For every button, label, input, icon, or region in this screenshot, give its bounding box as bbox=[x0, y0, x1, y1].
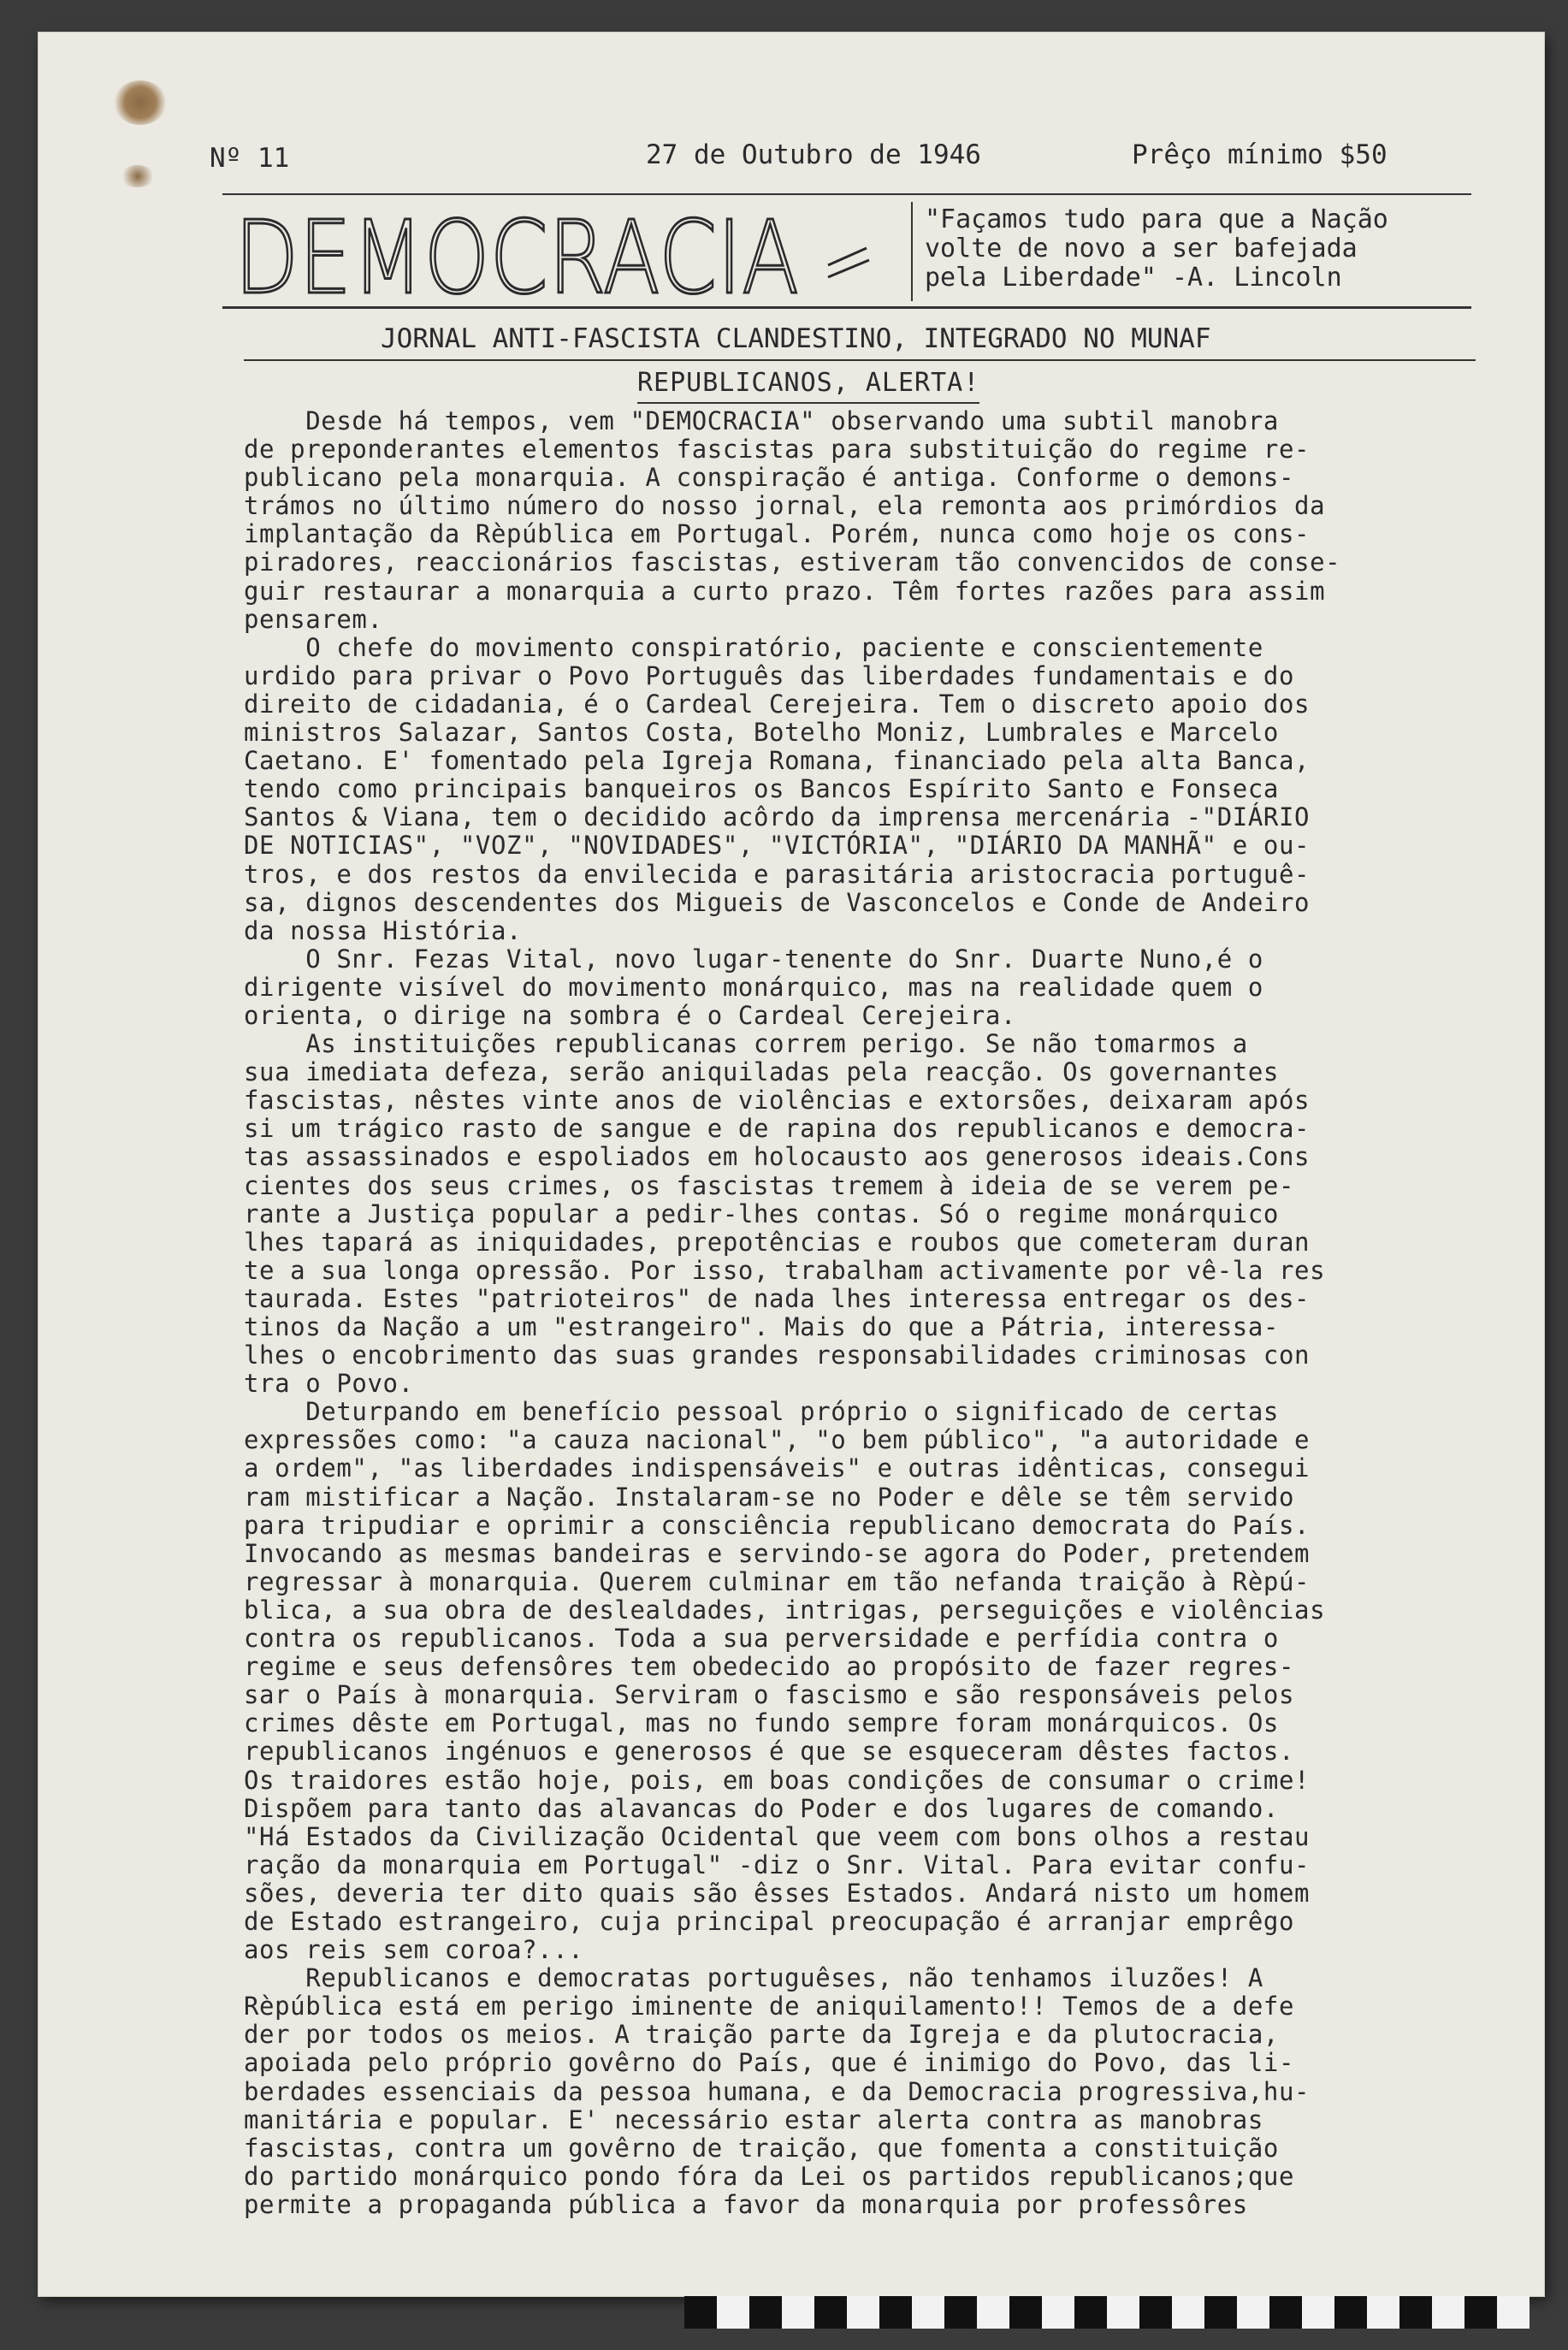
article-line: tra o Povo. bbox=[244, 1369, 414, 1399]
article-line: orienta, o dirige na sombra é o Cardeal Cerejeira. bbox=[244, 1000, 1016, 1030]
article-line: piradores, reaccionários fascistas, estiveram tão convencidos de conse- bbox=[244, 548, 1341, 577]
article-line: apoiada pelo próprio govêrno do País, que é inimigo do Povo, das li- bbox=[244, 2048, 1295, 2078]
article-line: Desde há tempos, vem "DEMOCRACIA" observando uma subtil manobra bbox=[244, 406, 1279, 435]
article-line: "Há Estados da Civilização Ocidental que veem com bons olhos a restau bbox=[244, 1821, 1311, 1851]
article-line: sar o País à monarquia. Serviram o fascismo e são responsáveis pelos bbox=[244, 1680, 1295, 1710]
article-line: da nossa História. bbox=[244, 915, 523, 945]
issue-date: 27 de Outubro de 1946 bbox=[646, 139, 981, 170]
article-line: manitária e popular. E' necessário estar alerta contra as manobras bbox=[244, 2104, 1263, 2134]
article-line: tros, e dos restos da envilecida e parasitária aristocracia portuguê- bbox=[244, 859, 1311, 889]
article-line: sões, deveria ter dito quais são êsses Estados. Andará nisto um homem bbox=[244, 1878, 1311, 1908]
article-line: a ordem", "as liberdades indispensáveis" e outras idênticas, consegui bbox=[244, 1453, 1311, 1483]
article-line: fascistas, nêstes vinte anos de violências e extorsões, deixaram após bbox=[244, 1086, 1311, 1116]
article-line: rante a Justiça popular a pedir-lhes contas. Só o regime monárquico bbox=[244, 1199, 1279, 1228]
newspaper-sheet bbox=[38, 33, 1544, 2296]
article-line: trámos no último número do nosso jornal, ela remonta aos primórdios da bbox=[244, 491, 1326, 521]
article-line: Santos & Viana, tem o decidido acôrdo da imprensa mercenária -"DIÁRIO bbox=[244, 802, 1311, 832]
article-line: te a sua longa opressão. Por isso, trabalham activamente por vê-la res bbox=[244, 1255, 1326, 1285]
article-line: do partido monárquico pondo fóra da Lei os partidos republicanos;que bbox=[244, 2161, 1295, 2191]
article-line: Rèpública está em perigo iminente de aniquilamento!! Temos de a defe bbox=[244, 1992, 1295, 2021]
issue-price: Prêço mínimo $50 bbox=[1132, 139, 1388, 170]
article-line: implantação da Rèpública em Portugal. Porém, nunca como hoje os cons- bbox=[244, 519, 1311, 549]
article-line: republicanos ingénuos e generosos é que se esqueceram dêstes factos. bbox=[244, 1737, 1295, 1767]
article-line: der por todos os meios. A traição parte da Igreja e da plutocracia, bbox=[244, 2020, 1279, 2050]
lincoln-quote: "Façamos tudo para que a Nação volte de novo a ser bafejada pela Liberdade" -A. Lincoln bbox=[925, 204, 1388, 293]
subtitle-underline bbox=[244, 359, 1476, 361]
article-line: Deturpando em benefício pessoal próprio o significado de certas bbox=[244, 1397, 1279, 1427]
article-line: O chefe do movimento conspiratório, paciente e conscientemente bbox=[244, 632, 1263, 662]
article-line: cientes dos seus crimes, os fascistas tremem à ideia de se verem pe- bbox=[244, 1170, 1295, 1200]
article-line: berdades essenciais da pessoa humana, e da Democracia progressiva,hu- bbox=[244, 2076, 1311, 2106]
article-line: crimes dêste em Portugal, mas no fundo sempre foram monárquicos. Os bbox=[244, 1708, 1279, 1738]
article-line: ração da monarquia em Portugal" -diz o Snr. Vital. Para evitar confu- bbox=[244, 1850, 1311, 1879]
article-line: fascistas, contra um govêrno de traição, que fomenta a constituição bbox=[244, 2133, 1279, 2163]
article-line: Os traidores estão hoje, pois, em boas condições de consumar o crime! bbox=[244, 1765, 1311, 1795]
rust-stain bbox=[121, 165, 155, 187]
article-line: de Estado estrangeiro, cuja principal preocupação é arranjar emprêgo bbox=[244, 1906, 1295, 1936]
article-line: publicano pela monarquia. A conspiração é antiga. Conforme o demons- bbox=[244, 463, 1295, 493]
article-line: Caetano. E' fomentado pela Igreja Romana, financiado pela alta Banca, bbox=[244, 746, 1311, 776]
headline-underline bbox=[637, 402, 979, 404]
rust-stain bbox=[114, 80, 167, 125]
article-line: pensarem. bbox=[244, 604, 383, 634]
article-line: tas assassinados e espoliados em holocausto aos generosos ideais.Cons bbox=[244, 1142, 1311, 1172]
masthead-title: DEMOCRACIA bbox=[234, 198, 799, 308]
masthead-subtitle-block bbox=[244, 323, 1476, 354]
article-line: tinos da Nação a um "estrangeiro". Mais do que a Pátria, interessa- bbox=[244, 1312, 1279, 1341]
article-line: dirigente visível do movimento monárquico, mas na realidade quem o bbox=[244, 972, 1263, 1002]
article-line: sua imediata defeza, serão aniquiladas pela reacção. Os governantes bbox=[244, 1057, 1279, 1087]
article-line: urdido para privar o Povo Português das liberdades fundamentais e do bbox=[244, 660, 1295, 690]
article-headline: REPUBLICANOS, ALERTA! bbox=[637, 368, 980, 398]
issue-header bbox=[184, 139, 1446, 181]
article-line: ministros Salazar, Santos Costa, Botelho Moniz, Lumbrales e Marcelo bbox=[244, 718, 1279, 748]
article-line: taurada. Estes "patrioteiros" de nada lhes interessa entregar os des- bbox=[244, 1283, 1311, 1313]
article-line: permite a propaganda pública a favor da monarquia por professôres bbox=[244, 2189, 1248, 2219]
issue-number: Nº 11 bbox=[210, 143, 290, 174]
democracia-logo-lettering bbox=[229, 198, 914, 308]
article-line: blica, a sua obra de deslealdades, intrigas, perseguições e violências bbox=[244, 1595, 1326, 1625]
article-line: guir restaurar a monarquia a curto prazo. Têm fortes razões para assim bbox=[244, 576, 1326, 606]
masthead bbox=[222, 180, 1471, 321]
article-line: si um trágico rasto de sangue e de rapina dos republicanos e democra- bbox=[244, 1114, 1311, 1144]
article-line: lhes o encobrimento das suas grandes responsabilidades criminosas con bbox=[244, 1341, 1311, 1370]
masthead-subtitle: JORNAL ANTI-FASCISTA CLANDESTINO, INTEGRADO NO MUNAF bbox=[381, 323, 1211, 354]
article-line: expressões como: "a cauza nacional", "o bem público", "a autoridade e bbox=[244, 1425, 1311, 1455]
color-scale-bar bbox=[684, 2296, 1530, 2329]
article-line: ram mistificar a Nação. Instalaram-se no Poder e dêle se têm servido bbox=[244, 1482, 1295, 1512]
article-body bbox=[244, 407, 1484, 2219]
article-line: aos reis sem coroa?... bbox=[244, 1935, 584, 1965]
article-line: O Snr. Fezas Vital, novo lugar-tenente do Snr. Duarte Nuno,é o bbox=[244, 944, 1263, 974]
article-line: Invocando as mesmas bandeiras e servindo-se agora do Poder, pretendem bbox=[244, 1538, 1311, 1568]
article-line: contra os republicanos. Toda a sua perversidade e perfídia contra o bbox=[244, 1624, 1279, 1654]
article-line: Dispõem para tanto das alavancas do Poder e dos lugares de comando. bbox=[244, 1793, 1279, 1823]
article-line: regressar à monarquia. Querem culminar em tão nefanda traição à Rèpú- bbox=[244, 1566, 1311, 1596]
article-line: DE NOTICIAS", "VOZ", "NOVIDADES", "VICTÓRIA", "DIÁRIO DA MANHÃ" e ou- bbox=[244, 831, 1311, 861]
article-headline-block bbox=[637, 368, 979, 398]
article-line: sa, dignos descendentes dos Migueis de Vasconcelos e Conde de Andeiro bbox=[244, 887, 1311, 917]
masthead-logo bbox=[229, 198, 914, 308]
article-line: direito de cidadania, é o Cardeal Cerejeira. Tem o discreto apoio dos bbox=[244, 689, 1311, 719]
article-line: regime e seus defensôres tem obedecido ao propósito de fazer regres- bbox=[244, 1652, 1295, 1682]
article-line: para tripudiar e oprimir a consciência republicano democrata do País. bbox=[244, 1510, 1311, 1540]
lincoln-quote-box bbox=[911, 202, 1460, 301]
article-line: de preponderantes elementos fascistas para substituição do regime re- bbox=[244, 435, 1311, 465]
masthead-bottom-rule bbox=[222, 306, 1471, 309]
article-line: Republicanos e democratas portuguêses, não tenhamos iluzões! A bbox=[244, 1963, 1263, 1993]
masthead-top-rule bbox=[222, 193, 1471, 195]
article-line: tendo como principais banqueiros os Bancos Espírito Santo e Fonseca bbox=[244, 774, 1279, 804]
article-line: As instituições republicanas correm perigo. Se não tomarmos a bbox=[244, 1029, 1248, 1059]
article-line: lhes tapará as iniquidades, prepotências e roubos que cometeram duran bbox=[244, 1227, 1311, 1257]
